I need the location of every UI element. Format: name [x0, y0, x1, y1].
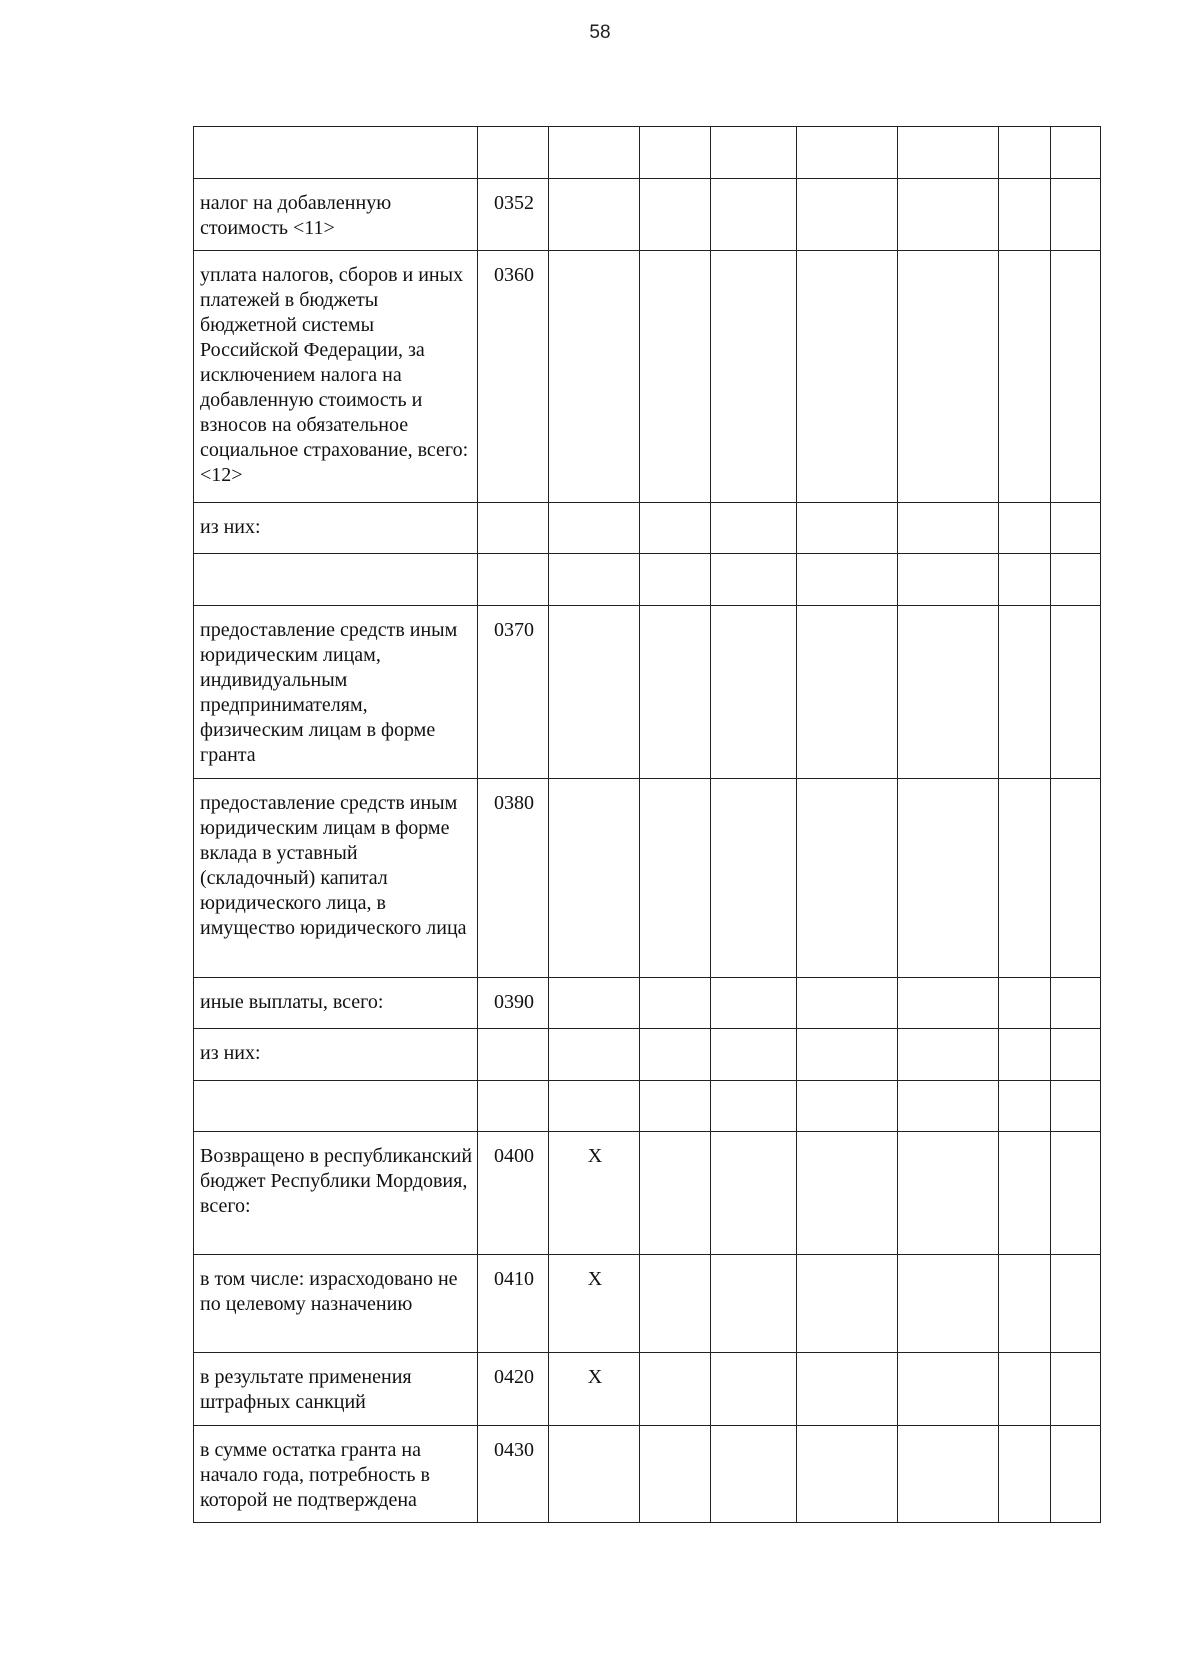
- table-row: [194, 1255, 1101, 1353]
- row-col3-cell: [549, 1426, 640, 1523]
- empty-value-cell: [797, 554, 898, 606]
- empty-value-cell: [898, 779, 999, 978]
- empty-value-cell: [999, 179, 1051, 251]
- empty-value-cell: [898, 1081, 999, 1132]
- table-row: [194, 503, 1101, 554]
- row-col3-cell: [549, 1029, 640, 1081]
- empty-value-cell: [711, 978, 797, 1029]
- row-name-cell: [194, 1081, 478, 1132]
- empty-value-cell: [797, 503, 898, 554]
- row-col3-cell: [549, 503, 640, 554]
- empty-value-cell: [797, 1132, 898, 1255]
- empty-value-cell: [797, 251, 898, 503]
- empty-value-cell: [1051, 1081, 1101, 1132]
- empty-value-cell: [711, 503, 797, 554]
- empty-value-cell: [797, 606, 898, 779]
- empty-value-cell: [640, 1081, 711, 1132]
- empty-value-cell: [711, 1081, 797, 1132]
- row-name-cell: Возвращено в республиканский бюджет Республики Мордовия, всего:: [194, 1132, 478, 1255]
- empty-value-cell: [898, 1132, 999, 1255]
- empty-value-cell: [1051, 179, 1101, 251]
- row-name-cell: иные выплаты, всего:: [194, 978, 478, 1029]
- empty-value-cell: [640, 1353, 711, 1426]
- table-row: [194, 127, 1101, 179]
- empty-value-cell: [999, 606, 1051, 779]
- empty-value-cell: [898, 1255, 999, 1353]
- empty-value-cell: [640, 503, 711, 554]
- empty-value-cell: [797, 1081, 898, 1132]
- row-name-cell: из них:: [194, 503, 478, 554]
- row-name-cell: в результате применения штрафных санкций: [194, 1353, 478, 1426]
- empty-value-cell: [711, 1426, 797, 1523]
- row-code-cell: 0370: [478, 606, 549, 779]
- empty-value-cell: [797, 1353, 898, 1426]
- row-code-cell: [478, 1081, 549, 1132]
- table-row: [194, 554, 1101, 606]
- row-code-cell: 0352: [478, 179, 549, 251]
- page-number: 58: [589, 22, 611, 43]
- empty-value-cell: [898, 1029, 999, 1081]
- empty-value-cell: [640, 554, 711, 606]
- empty-value-cell: [711, 1029, 797, 1081]
- row-name-cell: уплата налогов, сборов и иных платежей в бюджеты бюджетной системы Российской Федерации, за исключением налога на добавленную стоимость и взносов на обязательное социальное страхование, всего: <12>: [194, 251, 478, 503]
- empty-value-cell: [999, 1255, 1051, 1353]
- empty-value-cell: [999, 1353, 1051, 1426]
- row-col3-cell: [549, 779, 640, 978]
- row-name-cell: [194, 127, 478, 179]
- empty-value-cell: [711, 779, 797, 978]
- empty-value-cell: [640, 127, 711, 179]
- empty-value-cell: [898, 554, 999, 606]
- empty-value-cell: [640, 1255, 711, 1353]
- empty-value-cell: [797, 179, 898, 251]
- table-row: [194, 1029, 1101, 1081]
- empty-value-cell: [1051, 1029, 1101, 1081]
- row-code-cell: 0380: [478, 779, 549, 978]
- empty-value-cell: [898, 1353, 999, 1426]
- row-code-cell: 0410: [478, 1255, 549, 1353]
- row-name-cell: в том числе: израсходовано не по целевому назначению: [194, 1255, 478, 1353]
- row-code-cell: 0390: [478, 978, 549, 1029]
- empty-value-cell: [1051, 554, 1101, 606]
- row-col3-cell: [549, 978, 640, 1029]
- empty-value-cell: [999, 978, 1051, 1029]
- empty-value-cell: [640, 606, 711, 779]
- row-col3-cell: X: [549, 1132, 640, 1255]
- row-name-cell: налог на добавленную стоимость <11>: [194, 179, 478, 251]
- empty-value-cell: [640, 978, 711, 1029]
- table-row: [194, 1426, 1101, 1523]
- row-code-cell: 0400: [478, 1132, 549, 1255]
- empty-value-cell: [999, 503, 1051, 554]
- row-code-cell: [478, 503, 549, 554]
- row-name-cell: предоставление средств иным юридическим лицам, индивидуальным предпринимателям, физическим лицам в форме гранта: [194, 606, 478, 779]
- empty-value-cell: [711, 606, 797, 779]
- empty-value-cell: [797, 1255, 898, 1353]
- empty-value-cell: [999, 127, 1051, 179]
- empty-value-cell: [1051, 1255, 1101, 1353]
- empty-value-cell: [711, 179, 797, 251]
- row-code-cell: [478, 554, 549, 606]
- empty-value-cell: [999, 1081, 1051, 1132]
- empty-value-cell: [797, 127, 898, 179]
- row-code-cell: [478, 127, 549, 179]
- empty-value-cell: [999, 779, 1051, 978]
- empty-value-cell: [640, 779, 711, 978]
- table-row: [194, 1353, 1101, 1426]
- report-table: [193, 126, 1101, 1523]
- table-row: [194, 1081, 1101, 1132]
- row-code-cell: [478, 1029, 549, 1081]
- table-row: [194, 779, 1101, 978]
- table-row: [194, 251, 1101, 503]
- empty-value-cell: [999, 1426, 1051, 1523]
- empty-value-cell: [1051, 1426, 1101, 1523]
- empty-value-cell: [999, 1029, 1051, 1081]
- empty-value-cell: [1051, 503, 1101, 554]
- row-code-cell: 0360: [478, 251, 549, 503]
- row-col3-cell: X: [549, 1353, 640, 1426]
- empty-value-cell: [1051, 978, 1101, 1029]
- empty-value-cell: [640, 1029, 711, 1081]
- empty-value-cell: [999, 554, 1051, 606]
- empty-value-cell: [898, 1426, 999, 1523]
- row-col3-cell: [549, 1081, 640, 1132]
- empty-value-cell: [711, 1353, 797, 1426]
- empty-value-cell: [711, 127, 797, 179]
- empty-value-cell: [898, 978, 999, 1029]
- empty-value-cell: [999, 251, 1051, 503]
- empty-value-cell: [898, 503, 999, 554]
- table-row: [194, 1132, 1101, 1255]
- row-col3-cell: [549, 606, 640, 779]
- empty-value-cell: [640, 251, 711, 503]
- empty-value-cell: [711, 554, 797, 606]
- row-col3-cell: [549, 127, 640, 179]
- table-row: [194, 179, 1101, 251]
- empty-value-cell: [797, 779, 898, 978]
- row-col3-cell: [549, 179, 640, 251]
- row-name-cell: в сумме остатка гранта на начало года, потребность в которой не подтверждена: [194, 1426, 478, 1523]
- empty-value-cell: [1051, 1132, 1101, 1255]
- row-name-cell: предоставление средств иным юридическим лицам в форме вклада в уставный (складочный) капитал юридического лица, в имущество юридического лица: [194, 779, 478, 978]
- row-name-cell: из них:: [194, 1029, 478, 1081]
- empty-value-cell: [1051, 1353, 1101, 1426]
- row-col3-cell: [549, 554, 640, 606]
- row-col3-cell: [549, 251, 640, 503]
- empty-value-cell: [898, 179, 999, 251]
- empty-value-cell: [711, 1255, 797, 1353]
- row-code-cell: 0430: [478, 1426, 549, 1523]
- empty-value-cell: [711, 251, 797, 503]
- empty-value-cell: [1051, 779, 1101, 978]
- row-code-cell: 0420: [478, 1353, 549, 1426]
- empty-value-cell: [797, 978, 898, 1029]
- empty-value-cell: [898, 251, 999, 503]
- empty-value-cell: [640, 179, 711, 251]
- empty-value-cell: [797, 1426, 898, 1523]
- table-row: [194, 978, 1101, 1029]
- empty-value-cell: [898, 127, 999, 179]
- row-col3-cell: X: [549, 1255, 640, 1353]
- empty-value-cell: [999, 1132, 1051, 1255]
- table-row: [194, 606, 1101, 779]
- empty-value-cell: [711, 1132, 797, 1255]
- row-name-cell: [194, 554, 478, 606]
- empty-value-cell: [898, 606, 999, 779]
- empty-value-cell: [640, 1426, 711, 1523]
- empty-value-cell: [1051, 251, 1101, 503]
- empty-value-cell: [797, 1029, 898, 1081]
- empty-value-cell: [640, 1132, 711, 1255]
- empty-value-cell: [1051, 606, 1101, 779]
- empty-value-cell: [1051, 127, 1101, 179]
